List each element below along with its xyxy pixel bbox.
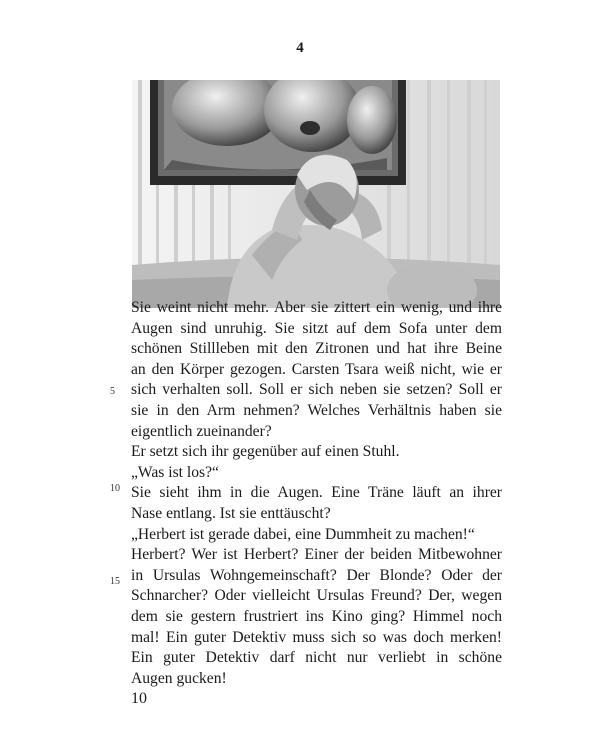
text-line: Herbert? Wer ist Herbert? Einer der beiden Mitbewohner — [131, 546, 502, 564]
text-line: dem sie gestern frustriert ins Kino ging? Himmel noch — [131, 607, 502, 625]
text-line: Schnarcher? Oder vielleicht Ursulas Freund? Der, wegen — [131, 587, 502, 605]
photo-person-holding-head-icon — [132, 80, 500, 308]
text-line: „Herbert ist gerade dabei, eine Dummheit zu machen!“ — [131, 525, 475, 543]
text-line: Er setzt sich ihr gegenüber auf einen Stuhl. — [131, 443, 400, 461]
line-number-10: 10 — [110, 483, 120, 494]
line-number-15: 15 — [110, 576, 120, 587]
line-number-5: 5 — [110, 386, 115, 397]
text-line: schönen Stillleben mit den Zitronen und hat ihre Beine — [131, 340, 502, 358]
text-line: Augen gucken! — [131, 669, 227, 687]
text-line: mal! Ein guter Detektiv muss sich so was doch merken! — [131, 628, 502, 646]
page-number: 10 — [131, 690, 147, 707]
text-line: Sie sieht ihm in die Augen. Eine Träne läuft an ihrer — [131, 484, 502, 502]
text-line: in Ursulas Wohngemeinschaft? Der Blonde? Oder der — [131, 566, 502, 584]
chapter-illustration — [132, 80, 500, 308]
text-line: eigentlich zueinander? — [131, 422, 272, 440]
text-line: sie in den Arm nehmen? Welches Verhältnis haben sie — [131, 401, 502, 419]
chapter-number: 4 — [296, 40, 304, 56]
text-line: an den Körper gezogen. Carsten Tsara weiß nicht, wie er — [131, 360, 502, 378]
text-line: Nase entlang. Ist sie enttäuscht? — [131, 504, 331, 522]
text-line: Sie weint nicht mehr. Aber sie zittert ein wenig, und ihre — [131, 299, 502, 316]
text-line: „Was ist los?“ — [131, 463, 219, 481]
text-line: Ein guter Detektiv darf nicht nur verliebt in schöne — [131, 649, 502, 667]
text-line: sich verhalten soll. Soll er sich neben sie setzen? Soll er — [131, 381, 502, 399]
body-text — [131, 298, 502, 689]
text-line: Augen sind unruhig. Sie sitzt auf dem Sofa unter dem — [131, 319, 502, 337]
